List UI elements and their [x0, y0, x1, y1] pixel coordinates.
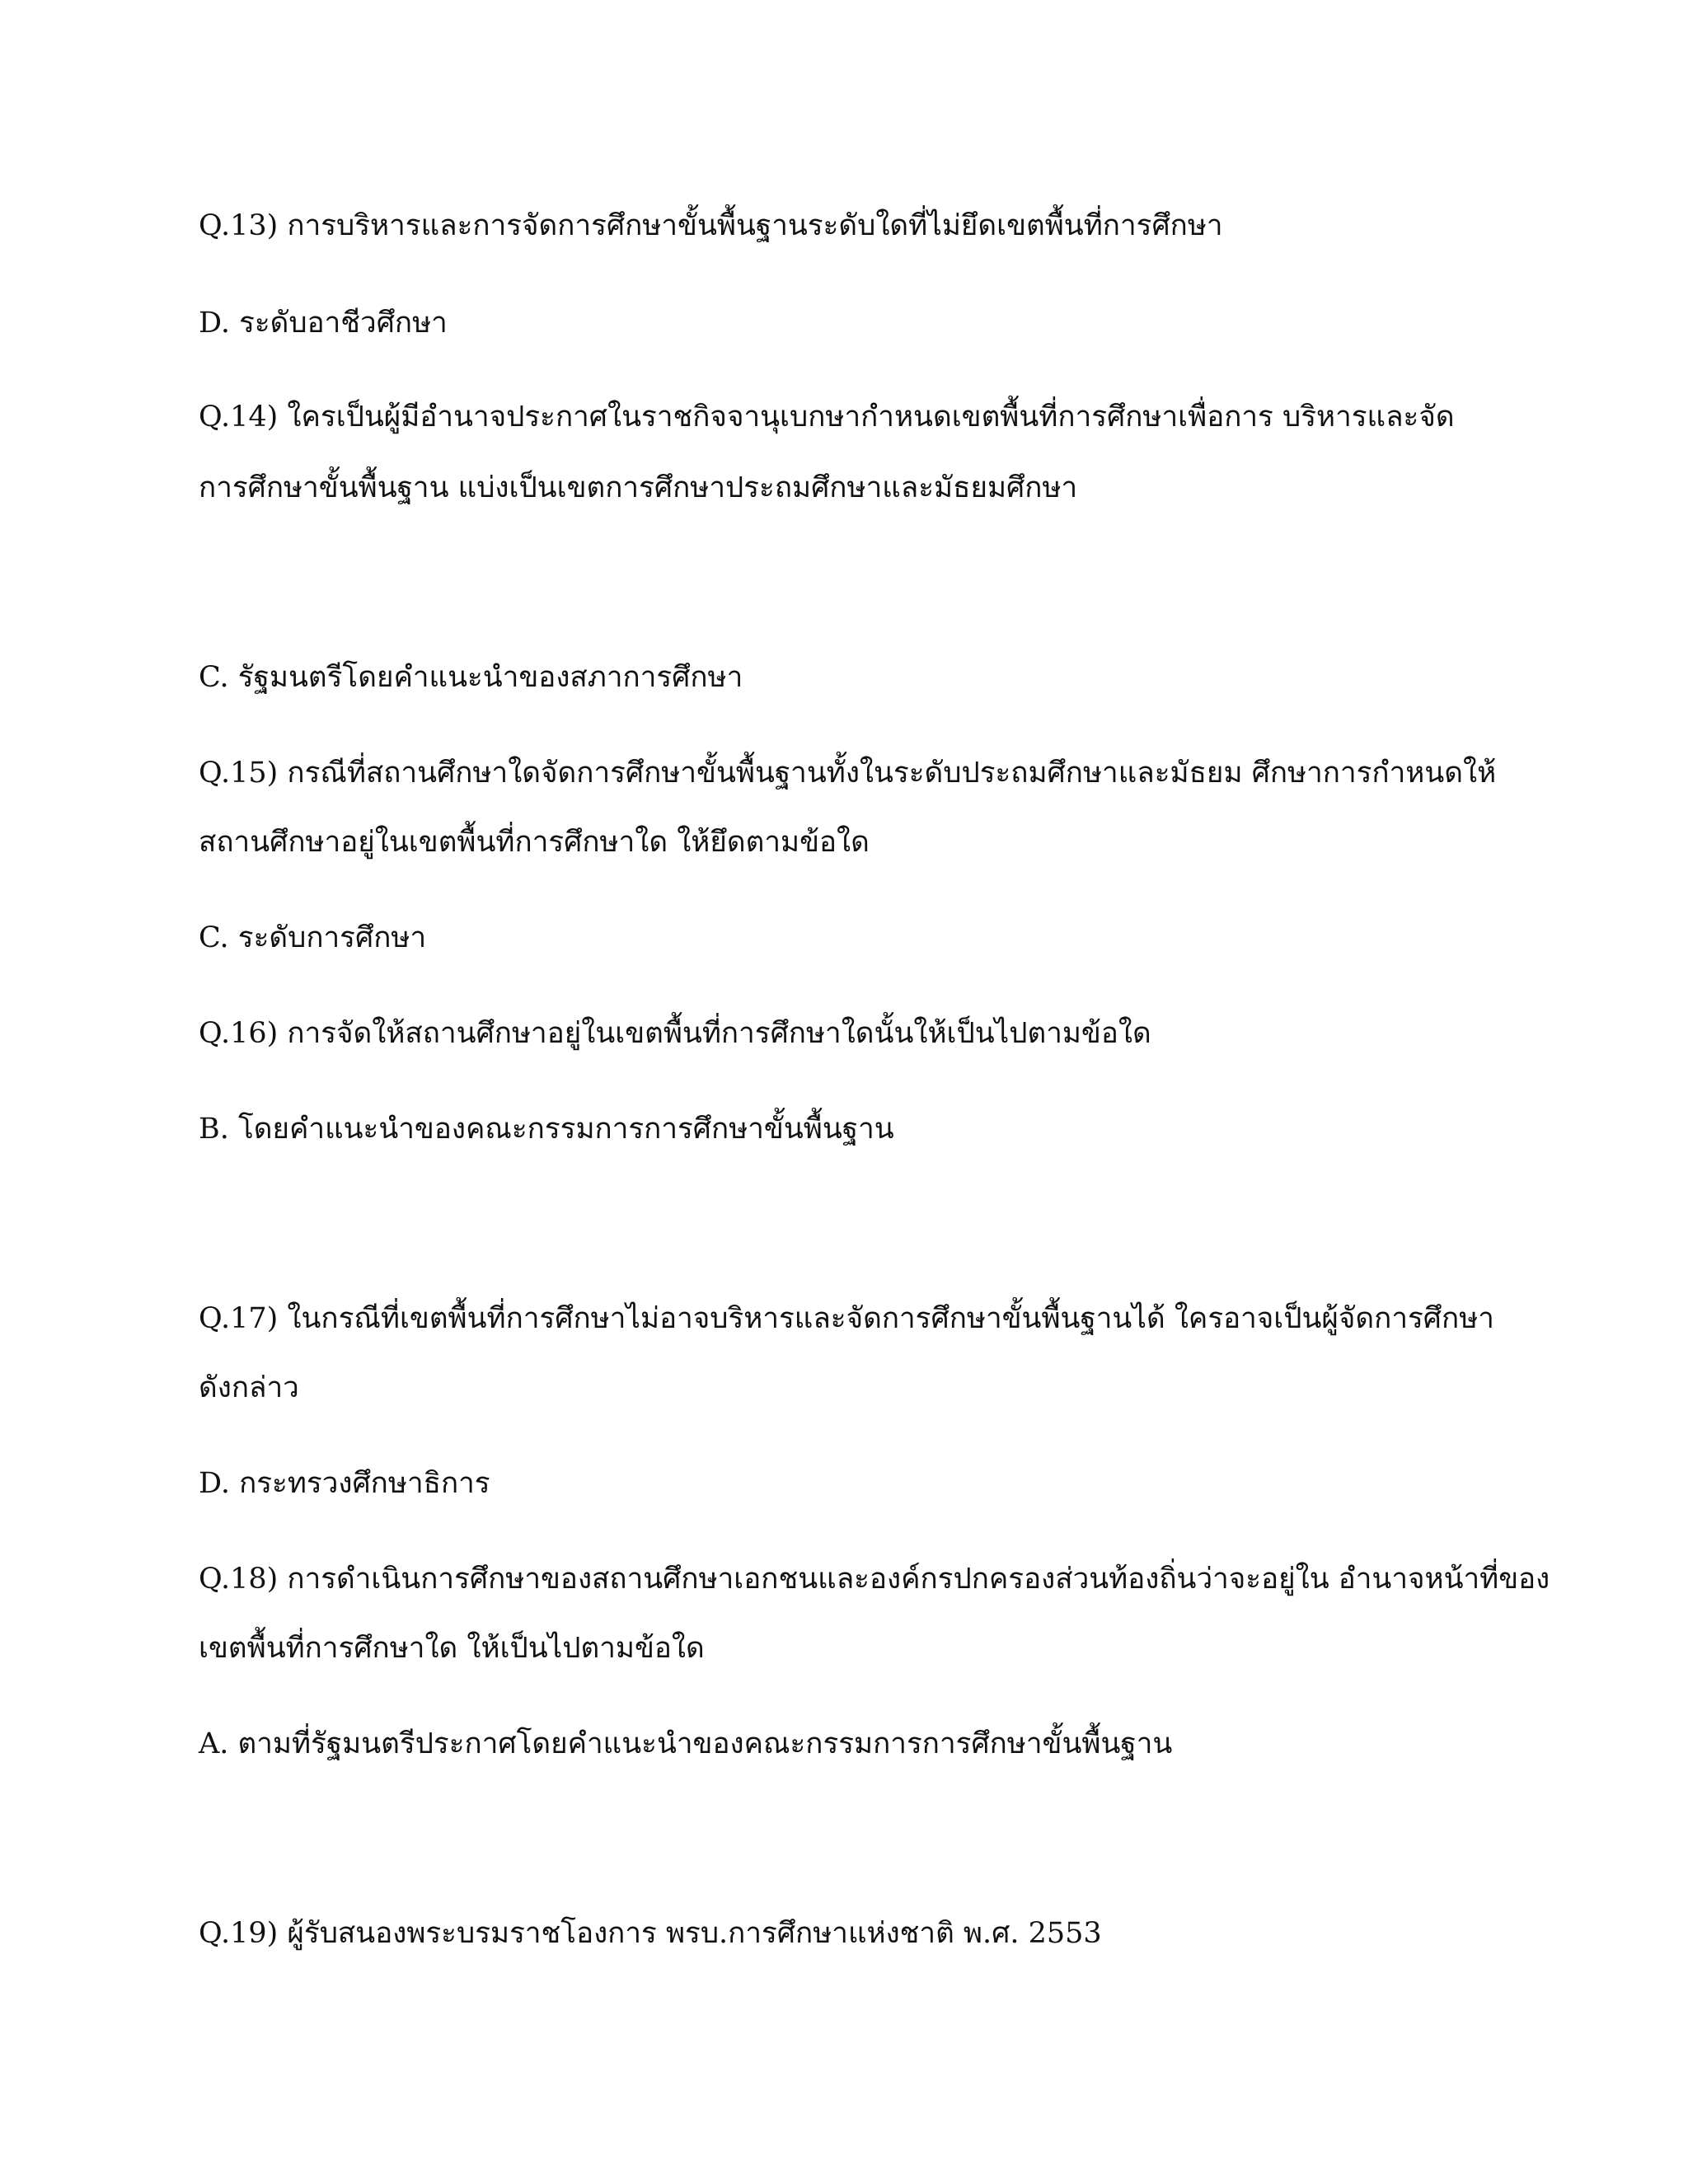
- question-14-text-line-1: Q.14) ใครเป็นผู้มีอำนาจประกาศในราชกิจจานุเบกษากำหนดเขตพื้นที่การศึกษาเพื่อการ บริหารและจัด: [199, 401, 1455, 434]
- question-14-text-line-2: การศึกษาขั้นพื้นฐาน แบ่งเป็นเขตการศึกษาประถมศึกษาและมัธยมศึกษา: [199, 471, 1078, 504]
- question-15-text-line-1: Q.15) กรณีที่สถานศึกษาใดจัดการศึกษาขั้นพื้นฐานทั้งในระดับประถมศึกษาและมัธยม ศึกษาการกำหนดให้: [199, 757, 1497, 790]
- question-16-text: Q.16) การจัดให้สถานศึกษาอยู่ในเขตพื้นที่การศึกษาใดนั้นให้เป็นไปตามข้อใด: [199, 1017, 1151, 1050]
- answer-15-text: C. ระดับการศึกษา: [199, 921, 427, 954]
- answer-18-text: A. ตามที่รัฐมนตรีประกาศโดยคำแนะนำของคณะกรรมการการศึกษาขั้นพื้นฐาน: [199, 1727, 1173, 1760]
- question-17-text-line-2: ดังกล่าว: [199, 1371, 299, 1404]
- answer-13-text: D. ระดับอาชีวศึกษา: [199, 307, 448, 340]
- question-17-text-line-1: Q.17) ในกรณีที่เขตพื้นที่การศึกษาไม่อาจบริหารและจัดการศึกษาขั้นพื้นฐานได้ ใครอาจเป็นผู้จัดการศึกษา: [199, 1302, 1494, 1335]
- question-15-text-line-2: สถานศึกษาอยู่ในเขตพื้นที่การศึกษาใด ให้ยึดตามข้อใด: [199, 826, 870, 859]
- question-13-text: Q.13) การบริหารและการจัดการศึกษาขั้นพื้นฐานระดับใดที่ไม่ยึดเขตพื้นที่การศึกษา: [199, 209, 1223, 242]
- answer-17-text: D. กระทรวงศึกษาธิการ: [199, 1467, 490, 1500]
- answer-14-text: C. รัฐมนตรีโดยคำแนะนำของสภาการศึกษา: [199, 661, 743, 694]
- question-19-text: Q.19) ผู้รับสนองพระบรมราชโองการ พรบ.การศึกษาแห่งชาติ พ.ศ. 2553: [199, 1917, 1102, 1950]
- question-18-text-line-2: เขตพื้นที่การศึกษาใด ให้เป็นไปตามข้อใด: [199, 1632, 705, 1665]
- answer-16-text: B. โดยคำแนะนำของคณะกรรมการการศึกษาขั้นพื้นฐาน: [199, 1113, 894, 1146]
- question-18-text-line-1: Q.18) การดำเนินการศึกษาของสถานศึกษาเอกชนและองค์กรปกครองส่วนท้องถิ่นว่าจะอยู่ใน อำนาจหน้าที่ของ: [199, 1563, 1550, 1596]
